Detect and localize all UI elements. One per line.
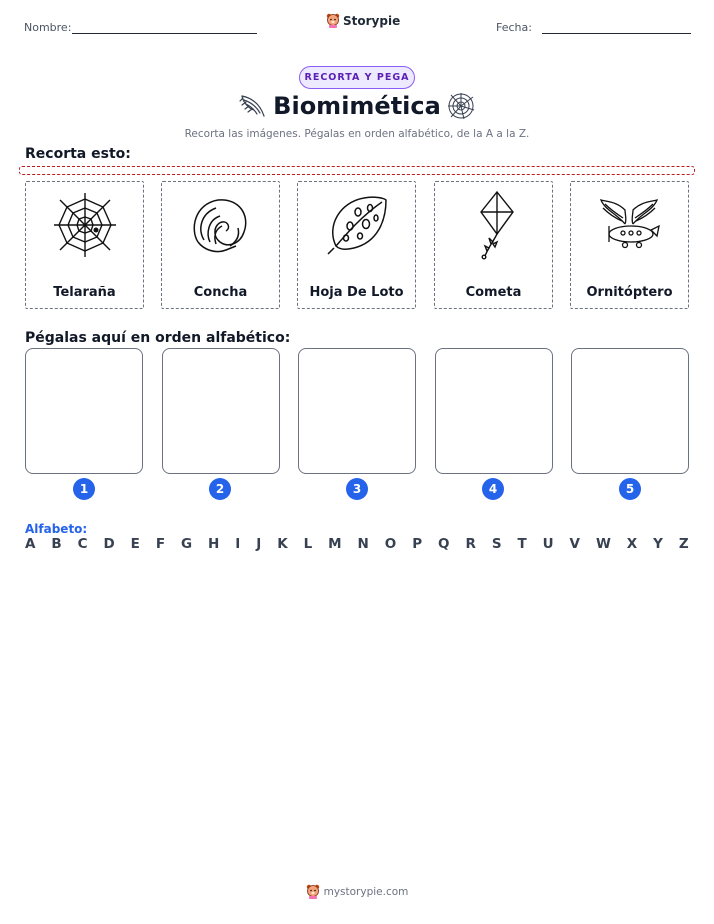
alphabet-letter: Z — [678, 536, 689, 552]
cutout-card-cometa[interactable] — [434, 181, 553, 309]
footer — [0, 884, 714, 899]
alphabet-letter: F — [155, 536, 166, 552]
card-label: Telaraña — [53, 285, 116, 300]
alphabet-letter: V — [569, 536, 580, 552]
alphabet-letter: E — [130, 536, 140, 552]
footer-url[interactable]: mystorypie.com — [323, 885, 409, 898]
alphabet-row — [25, 536, 689, 552]
alphabet-letter: W — [595, 536, 611, 552]
alphabet-letter: P — [412, 536, 423, 552]
slot-number-4: 4 — [482, 478, 504, 500]
card-label: Cometa — [465, 285, 522, 300]
alphabet-letter: O — [384, 536, 397, 552]
alphabet-letter: J — [256, 536, 262, 552]
alphabet-letter: B — [51, 536, 62, 552]
spiderweb-icon — [50, 190, 120, 260]
alphabet-letter: D — [103, 536, 115, 552]
paste-slot-1[interactable] — [25, 348, 143, 474]
alphabet-letter: Y — [653, 536, 663, 552]
card-label: Ornitóptero — [586, 285, 673, 300]
paste-slot-4[interactable] — [435, 348, 553, 474]
date-label: Fecha: — [496, 21, 532, 34]
paste-slot-5[interactable] — [571, 348, 689, 474]
cut-heading: Recorta esto: — [25, 146, 131, 162]
alphabet-letter: L — [303, 536, 313, 552]
alphabet-letter: T — [517, 536, 527, 552]
alphabet-letter: I — [235, 536, 241, 552]
date-line[interactable] — [542, 33, 691, 34]
alphabet-letter: Q — [438, 536, 450, 552]
paste-slot-3[interactable] — [298, 348, 416, 474]
card-label: Hoja De Loto — [309, 285, 404, 300]
cut-line — [19, 166, 695, 175]
slot-number-1: 1 — [73, 478, 95, 500]
alphabet-letter: U — [542, 536, 554, 552]
spiderweb-small-icon — [446, 92, 476, 120]
cutout-card-ornitoptero[interactable] — [570, 181, 689, 309]
alphabet-letter: C — [77, 536, 88, 552]
seashell-icon — [186, 190, 256, 260]
alphabet-letter: N — [357, 536, 369, 552]
bear-logo-icon — [306, 884, 320, 899]
brand-name: Storypie — [343, 13, 401, 28]
slot-number-2: 2 — [209, 478, 231, 500]
alphabet-letter: R — [465, 536, 476, 552]
cutout-card-telarana[interactable] — [25, 181, 144, 309]
alphabet-letter: S — [491, 536, 502, 552]
name-line[interactable] — [72, 33, 257, 34]
cutout-card-concha[interactable] — [161, 181, 280, 309]
lotus-leaf-icon — [322, 190, 392, 260]
brand-logo — [326, 13, 400, 28]
card-label: Concha — [193, 285, 248, 300]
alphabet-letter: X — [626, 536, 638, 552]
paste-heading: Pégalas aquí en orden alfabético: — [25, 330, 291, 346]
bear-logo-icon — [326, 13, 340, 28]
alphabet-title: Alfabeto: — [25, 522, 88, 536]
name-label: Nombre: — [24, 21, 72, 34]
kite-icon — [459, 190, 529, 262]
alphabet-letter: G — [180, 536, 193, 552]
alphabet-letter: H — [208, 536, 220, 552]
slot-number-5: 5 — [619, 478, 641, 500]
slot-number-3: 3 — [346, 478, 368, 500]
alphabet-letter: M — [328, 536, 342, 552]
activity-badge: RECORTA Y PEGA — [299, 66, 415, 89]
alphabet-letter: A — [25, 536, 36, 552]
alphabet-letter: K — [277, 536, 288, 552]
instructions: Recorta las imágenes. Pégalas en orden alfabético, de la A a la Z. — [184, 128, 530, 140]
ornithopter-icon — [595, 190, 665, 260]
paste-slot-2[interactable] — [162, 348, 280, 474]
cutout-card-hoja-de-loto[interactable] — [297, 181, 416, 309]
page-title: Biomimética — [273, 92, 441, 120]
